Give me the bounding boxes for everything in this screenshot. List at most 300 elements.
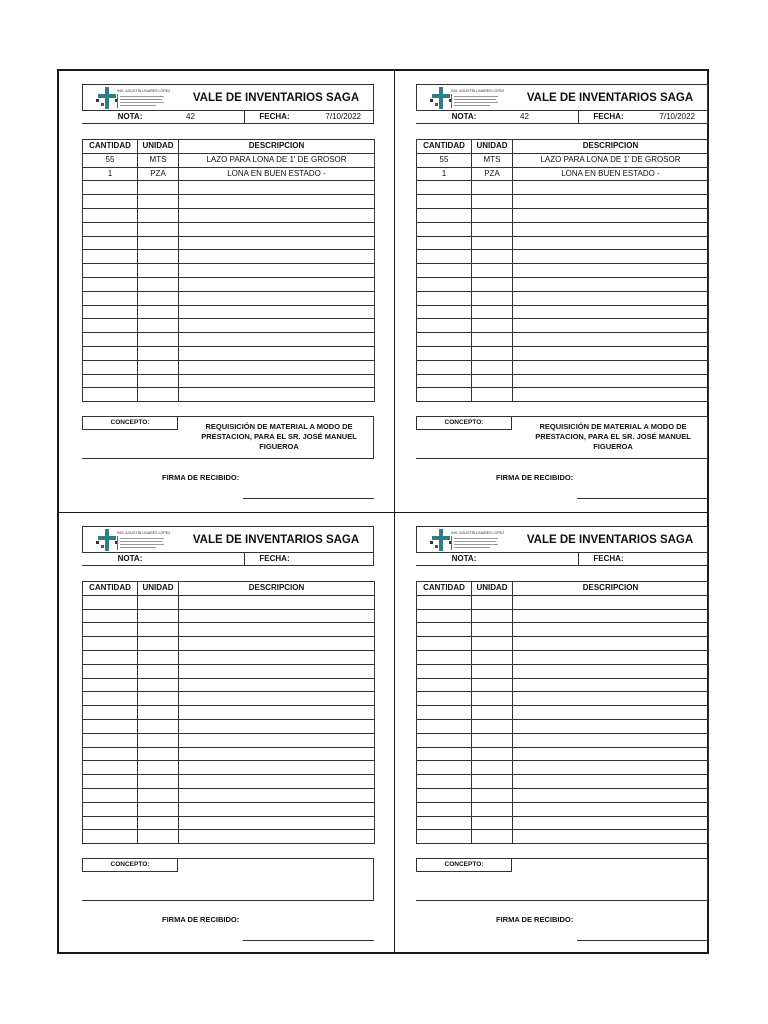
cell-unidad (472, 333, 513, 347)
cell-descripcion (513, 208, 709, 222)
cell-unidad: PZA (138, 167, 179, 181)
cell-descripcion (513, 692, 709, 706)
cell-cantidad (83, 277, 138, 291)
cell-descripcion (179, 236, 375, 250)
cell-cantidad (417, 595, 472, 609)
cell-descripcion (179, 264, 375, 278)
cell-unidad (472, 360, 513, 374)
fecha-value (638, 553, 708, 566)
cell-descripcion (513, 609, 709, 623)
cell-unidad (472, 291, 513, 305)
cell-cantidad (83, 305, 138, 319)
cell-descripcion (513, 733, 709, 747)
cell-unidad (138, 650, 179, 664)
concepto-text: REQUISICIÓN DE MATERIAL A MODO DE PRESTACION, PARA EL SR. JOSÉ MANUEL FIGUEROA (201, 422, 357, 451)
table-row (417, 595, 709, 609)
cell-cantidad (417, 305, 472, 319)
nota-label: NOTA: (416, 553, 512, 566)
cell-unidad (472, 802, 513, 816)
header-descripcion: DESCRIPCION (513, 582, 709, 596)
cell-unidad (138, 222, 179, 236)
cell-cantidad (83, 650, 138, 664)
table-header-row (417, 140, 709, 154)
items-table (82, 581, 375, 844)
header-cantidad: CANTIDAD (83, 582, 138, 596)
table-row (83, 637, 375, 651)
cell-unidad (138, 816, 179, 830)
cell-descripcion (179, 609, 375, 623)
cell-cantidad (83, 595, 138, 609)
table-row (417, 775, 709, 789)
table-row (417, 167, 709, 181)
cell-unidad (138, 264, 179, 278)
company-logo (427, 86, 511, 110)
cell-cantidad (83, 222, 138, 236)
cell-descripcion (179, 664, 375, 678)
cell-descripcion (179, 719, 375, 733)
logo-text: ING. AGUSTÍN LINARES LÓPEZ (451, 531, 505, 535)
cell-cantidad (83, 360, 138, 374)
cell-descripcion (179, 333, 375, 347)
cell-unidad (472, 264, 513, 278)
items-table (82, 139, 375, 402)
cell-cantidad (83, 250, 138, 264)
cell-descripcion (513, 719, 709, 733)
cell-unidad (472, 637, 513, 651)
cell-descripcion (179, 623, 375, 637)
table-row (417, 637, 709, 651)
table-row (83, 277, 375, 291)
table-row (417, 208, 709, 222)
table-row (83, 319, 375, 333)
concepto-label: CONCEPTO: (82, 416, 178, 430)
cell-unidad (138, 706, 179, 720)
horizontal-divider (59, 512, 707, 513)
fecha-label: FECHA: (244, 553, 304, 566)
cell-unidad (138, 195, 179, 209)
cell-unidad (138, 637, 179, 651)
fecha-label: FECHA: (578, 553, 638, 566)
company-logo (427, 528, 511, 552)
cell-descripcion (513, 637, 709, 651)
cell-unidad (138, 788, 179, 802)
cell-cantidad: 1 (83, 167, 138, 181)
vale-title: VALE DE INVENTARIOS SAGA (192, 534, 360, 546)
cell-cantidad (417, 277, 472, 291)
nota-row (82, 553, 374, 566)
cell-descripcion (513, 761, 709, 775)
cell-unidad (138, 333, 179, 347)
table-body (417, 153, 709, 401)
vale-title: VALE DE INVENTARIOS SAGA (526, 534, 694, 546)
cell-unidad (138, 374, 179, 388)
cell-cantidad (417, 761, 472, 775)
table-row (417, 333, 709, 347)
table-row (417, 761, 709, 775)
cell-cantidad (417, 719, 472, 733)
table-row (83, 747, 375, 761)
cell-descripcion (179, 181, 375, 195)
cell-unidad: MTS (138, 153, 179, 167)
cell-descripcion (513, 388, 709, 402)
table-row (417, 374, 709, 388)
cell-cantidad (83, 788, 138, 802)
table-row (417, 706, 709, 720)
cell-unidad (472, 775, 513, 789)
table-row (83, 222, 375, 236)
cell-descripcion (179, 346, 375, 360)
fecha-value: 7/10/2022 (638, 111, 708, 124)
table-row (417, 747, 709, 761)
cell-cantidad (83, 664, 138, 678)
cell-cantidad (417, 374, 472, 388)
table-row (83, 719, 375, 733)
cell-unidad (138, 761, 179, 775)
cell-cantidad (83, 692, 138, 706)
cell-unidad: MTS (472, 153, 513, 167)
cell-unidad (472, 277, 513, 291)
cell-unidad (138, 360, 179, 374)
table-row (417, 195, 709, 209)
cell-cantidad (417, 816, 472, 830)
cell-descripcion (513, 830, 709, 844)
table-row (417, 802, 709, 816)
vale-title: VALE DE INVENTARIOS SAGA (526, 92, 694, 104)
cell-unidad (138, 388, 179, 402)
signature-line (243, 498, 374, 499)
table-row (83, 346, 375, 360)
cell-descripcion (179, 733, 375, 747)
logo-text: ING. AGUSTÍN LINARES LÓPEZ (117, 531, 171, 535)
cell-unidad (138, 733, 179, 747)
cell-descripcion (513, 181, 709, 195)
table-row (417, 236, 709, 250)
table-row (83, 678, 375, 692)
cell-unidad (472, 319, 513, 333)
fecha-label: FECHA: (244, 111, 304, 124)
nota-label: NOTA: (82, 111, 178, 124)
cell-cantidad (417, 360, 472, 374)
cell-descripcion (513, 360, 709, 374)
cell-descripcion (513, 816, 709, 830)
cell-descripcion (513, 706, 709, 720)
table-row (83, 609, 375, 623)
cell-descripcion (179, 788, 375, 802)
cell-cantidad (83, 208, 138, 222)
header-cantidad: CANTIDAD (417, 582, 472, 596)
logo-text: ING. AGUSTÍN LINARES LÓPEZ (117, 89, 171, 93)
cell-cantidad (83, 802, 138, 816)
cell-unidad (138, 181, 179, 195)
table-row (417, 650, 709, 664)
cross-logo-icon (430, 87, 452, 109)
header-descripcion: DESCRIPCION (513, 140, 709, 154)
cell-unidad (472, 609, 513, 623)
cell-unidad (472, 747, 513, 761)
cell-cantidad (417, 692, 472, 706)
vale-header (82, 84, 374, 111)
cell-cantidad (83, 747, 138, 761)
nota-value: 42 (512, 111, 578, 124)
table-row (83, 208, 375, 222)
table-row (83, 802, 375, 816)
cross-logo-icon (96, 87, 118, 109)
table-row (417, 733, 709, 747)
header-unidad: UNIDAD (472, 582, 513, 596)
cell-descripcion (513, 374, 709, 388)
cell-cantidad (83, 830, 138, 844)
cell-cantidad (83, 609, 138, 623)
header-unidad: UNIDAD (472, 140, 513, 154)
firma-label: FIRMA DE RECIBIDO: (496, 915, 574, 924)
header-unidad: UNIDAD (138, 140, 179, 154)
items-table (416, 581, 709, 844)
cell-unidad (472, 692, 513, 706)
cell-descripcion (513, 333, 709, 347)
cell-cantidad (417, 236, 472, 250)
cell-cantidad (83, 374, 138, 388)
table-row (417, 830, 709, 844)
cell-descripcion (179, 195, 375, 209)
cell-cantidad (83, 623, 138, 637)
table-row (417, 153, 709, 167)
cell-unidad (472, 195, 513, 209)
cell-descripcion (179, 374, 375, 388)
cell-descripcion (179, 761, 375, 775)
cell-descripcion (513, 664, 709, 678)
cell-descripcion (513, 264, 709, 278)
table-row (83, 264, 375, 278)
cell-unidad (472, 346, 513, 360)
cell-cantidad (417, 609, 472, 623)
cell-cantidad (417, 346, 472, 360)
cell-descripcion (513, 650, 709, 664)
cell-cantidad: 55 (417, 153, 472, 167)
cell-cantidad (417, 208, 472, 222)
cell-unidad (472, 706, 513, 720)
cell-unidad (472, 650, 513, 664)
cell-descripcion (179, 816, 375, 830)
cell-cantidad (417, 802, 472, 816)
cell-unidad (138, 250, 179, 264)
cell-descripcion (179, 678, 375, 692)
cell-unidad (472, 678, 513, 692)
nota-label: NOTA: (416, 111, 512, 124)
cell-unidad (472, 181, 513, 195)
cell-cantidad (83, 388, 138, 402)
header-cantidad: CANTIDAD (83, 140, 138, 154)
cell-descripcion (513, 305, 709, 319)
cell-cantidad (417, 195, 472, 209)
table-row (83, 374, 375, 388)
cell-cantidad (417, 830, 472, 844)
table-row (83, 623, 375, 637)
cell-cantidad (417, 291, 472, 305)
table-body (417, 595, 709, 843)
table-row (417, 250, 709, 264)
table-row (83, 830, 375, 844)
concepto-box (82, 858, 374, 901)
cell-unidad (138, 719, 179, 733)
table-row (83, 305, 375, 319)
cell-unidad (138, 664, 179, 678)
cell-descripcion (513, 222, 709, 236)
table-row (417, 264, 709, 278)
cell-descripcion (513, 250, 709, 264)
header-descripcion: DESCRIPCION (179, 140, 375, 154)
cell-cantidad (83, 706, 138, 720)
vale-header (82, 526, 374, 553)
cell-descripcion (179, 222, 375, 236)
cell-descripcion (179, 319, 375, 333)
fecha-value (304, 553, 374, 566)
vale-header (416, 526, 708, 553)
logo-text: ING. AGUSTÍN LINARES LÓPEZ (451, 89, 505, 93)
cell-unidad (138, 305, 179, 319)
concepto-label: CONCEPTO: (416, 858, 512, 872)
cell-cantidad (83, 816, 138, 830)
cell-unidad (138, 236, 179, 250)
cell-unidad (138, 802, 179, 816)
cell-unidad (472, 788, 513, 802)
cell-unidad (138, 291, 179, 305)
table-row (83, 595, 375, 609)
fecha-label: FECHA: (578, 111, 638, 124)
table-row (83, 388, 375, 402)
table-row (83, 761, 375, 775)
cell-descripcion (179, 291, 375, 305)
cell-unidad (472, 250, 513, 264)
table-row (417, 319, 709, 333)
cell-cantidad (83, 719, 138, 733)
cell-unidad (138, 775, 179, 789)
cell-cantidad (417, 222, 472, 236)
cell-cantidad (417, 637, 472, 651)
table-row (83, 250, 375, 264)
concepto-text: REQUISICIÓN DE MATERIAL A MODO DE PRESTACION, PARA EL SR. JOSÉ MANUEL FIGUEROA (535, 422, 691, 451)
cell-descripcion (513, 291, 709, 305)
cell-unidad (138, 346, 179, 360)
cell-unidad (472, 623, 513, 637)
table-row (417, 291, 709, 305)
cell-descripcion (513, 747, 709, 761)
table-row (417, 623, 709, 637)
nota-row (416, 553, 708, 566)
vale-sheet (57, 69, 709, 954)
cell-unidad (472, 830, 513, 844)
fecha-value: 7/10/2022 (304, 111, 374, 124)
cell-cantidad (417, 181, 472, 195)
cell-descripcion (179, 388, 375, 402)
cell-descripcion (179, 595, 375, 609)
table-header-row (417, 582, 709, 596)
cell-cantidad (83, 733, 138, 747)
cell-cantidad (417, 775, 472, 789)
cell-cantidad (417, 733, 472, 747)
header-unidad: UNIDAD (138, 582, 179, 596)
cell-descripcion (513, 802, 709, 816)
cell-unidad (472, 719, 513, 733)
cell-unidad (472, 761, 513, 775)
cell-descripcion (179, 802, 375, 816)
table-row (83, 664, 375, 678)
cell-cantidad (83, 236, 138, 250)
nota-value (178, 553, 244, 566)
table-row (83, 733, 375, 747)
cell-descripcion (513, 775, 709, 789)
cell-descripcion (179, 706, 375, 720)
cell-descripcion (179, 277, 375, 291)
cell-unidad (138, 595, 179, 609)
table-row (417, 678, 709, 692)
table-row (83, 291, 375, 305)
cell-descripcion: LONA EN BUEN ESTADO - (513, 167, 709, 181)
cell-unidad (138, 678, 179, 692)
cell-descripcion (513, 319, 709, 333)
cell-unidad (472, 664, 513, 678)
vale-title: VALE DE INVENTARIOS SAGA (192, 92, 360, 104)
cell-unidad (472, 305, 513, 319)
table-row (417, 719, 709, 733)
table-row (417, 388, 709, 402)
cell-unidad (472, 208, 513, 222)
cell-unidad (138, 208, 179, 222)
cell-descripcion (513, 595, 709, 609)
table-row (83, 195, 375, 209)
firma-label: FIRMA DE RECIBIDO: (496, 473, 574, 482)
table-row (83, 706, 375, 720)
cell-cantidad (83, 319, 138, 333)
cell-cantidad (83, 761, 138, 775)
cell-descripcion (179, 747, 375, 761)
table-row (83, 775, 375, 789)
cell-cantidad (417, 788, 472, 802)
company-logo (93, 528, 177, 552)
signature-line (243, 940, 374, 941)
cell-descripcion (179, 250, 375, 264)
nota-row (416, 111, 708, 124)
nota-label: NOTA: (82, 553, 178, 566)
cell-descripcion (179, 650, 375, 664)
cell-cantidad (83, 195, 138, 209)
cell-descripcion (179, 692, 375, 706)
cell-unidad (472, 816, 513, 830)
cell-unidad (138, 692, 179, 706)
cell-unidad (138, 319, 179, 333)
cell-cantidad (417, 747, 472, 761)
signature-line (577, 940, 708, 941)
table-row (83, 360, 375, 374)
cell-unidad (472, 733, 513, 747)
nota-row (82, 111, 374, 124)
cell-cantidad (83, 678, 138, 692)
concepto-box (416, 416, 708, 459)
table-row (417, 346, 709, 360)
cell-descripcion (513, 236, 709, 250)
cell-cantidad (417, 706, 472, 720)
table-header-row (83, 582, 375, 596)
table-row (83, 692, 375, 706)
cell-descripcion (513, 346, 709, 360)
cell-cantidad (417, 264, 472, 278)
table-body (83, 595, 375, 843)
nota-value (512, 553, 578, 566)
cell-descripcion (179, 830, 375, 844)
cell-cantidad (417, 333, 472, 347)
cell-descripcion (179, 208, 375, 222)
cell-cantidad (417, 250, 472, 264)
cell-unidad (138, 623, 179, 637)
